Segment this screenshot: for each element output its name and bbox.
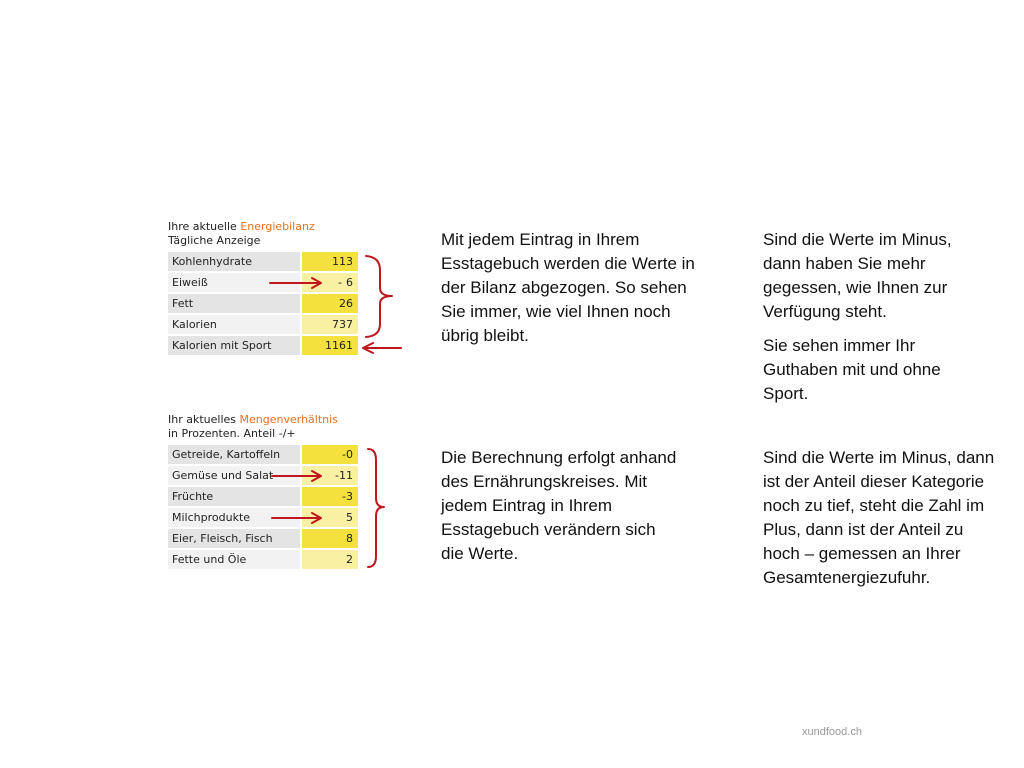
paragraph: Mit jedem Eintrag in Ihrem Esstagebuch werden die Werte in der Bilanz abgezogen. So sehen Sie immer, wie viel Ihnen noch übrig bleibt. xyxy=(441,230,695,345)
row-label: Milchprodukte xyxy=(168,508,300,527)
row-value: 26 xyxy=(302,294,358,313)
row-value: 737 xyxy=(302,315,358,334)
ratio-title-prefix: Ihr aktuelles xyxy=(168,413,240,426)
ratio-title-highlight: Mengenverhältnis xyxy=(239,413,338,426)
row-label: Kohlenhydrate xyxy=(168,252,300,271)
bracket-energy xyxy=(366,256,392,337)
arrow-protein-icon xyxy=(270,278,321,288)
text-minus-explanation xyxy=(763,228,983,416)
row-value: -3 xyxy=(302,487,358,506)
arrow-vegetables-icon xyxy=(272,471,321,481)
row-label: Fette und Öle xyxy=(168,550,300,569)
row-label: Kalorien mit Sport xyxy=(168,336,300,355)
row-value: 2 xyxy=(302,550,358,569)
paragraph: Sie sehen immer Ihr Guthaben mit und ohne Sport. xyxy=(763,336,941,403)
row-value: -11 xyxy=(302,466,358,485)
footer-brand: xundfood.ch xyxy=(802,726,862,738)
row-value: -0 xyxy=(302,445,358,464)
row-label: Eier, Fleisch, Fisch xyxy=(168,529,300,548)
energy-title-prefix: Ihre aktuelle xyxy=(168,220,241,233)
row-label: Fett xyxy=(168,294,300,313)
row-label: Kalorien xyxy=(168,315,300,334)
paragraph: Sind die Werte im Minus, dann haben Sie mehr gegessen, wie Ihnen zur Verfügung steht. xyxy=(763,230,952,321)
text-energy-explanation xyxy=(441,228,703,358)
row-label: Gemüse und Salat xyxy=(168,466,300,485)
row-value: 1161 xyxy=(302,336,358,355)
ratio-subtitle: in Prozenten. Anteil -/+ xyxy=(168,427,296,440)
row-label: Getreide, Kartoffeln xyxy=(168,445,300,464)
bracket-ratio xyxy=(368,449,384,567)
row-value: - 6 xyxy=(302,273,358,292)
row-label: Eiweiß xyxy=(168,273,300,292)
arrow-dairy-icon xyxy=(272,513,321,523)
row-value: 8 xyxy=(302,529,358,548)
energy-balance-subtitle: Tägliche Anzeige xyxy=(168,234,261,247)
paragraph: Die Berechnung erfolgt anhand des Ernährungskreises. Mit jedem Eintrag in Ihrem Esstagebuch verändern sich die Werte. xyxy=(441,448,677,563)
text-ratio-explanation xyxy=(763,446,1003,600)
row-value: 5 xyxy=(302,508,358,527)
energy-title-highlight: Energiebilanz xyxy=(240,220,315,233)
row-label: Früchte xyxy=(168,487,300,506)
row-value: 113 xyxy=(302,252,358,271)
arrow-calories-sport-icon xyxy=(363,343,401,353)
text-calculation-explanation xyxy=(441,446,681,576)
paragraph: Sind die Werte im Minus, dann ist der Anteil dieser Kategorie noch zu tief, steht die Zahl im Plus, dann ist der Anteil zu hoch – gemessen an Ihrer Gesamtenergiezufuhr. xyxy=(763,448,995,587)
